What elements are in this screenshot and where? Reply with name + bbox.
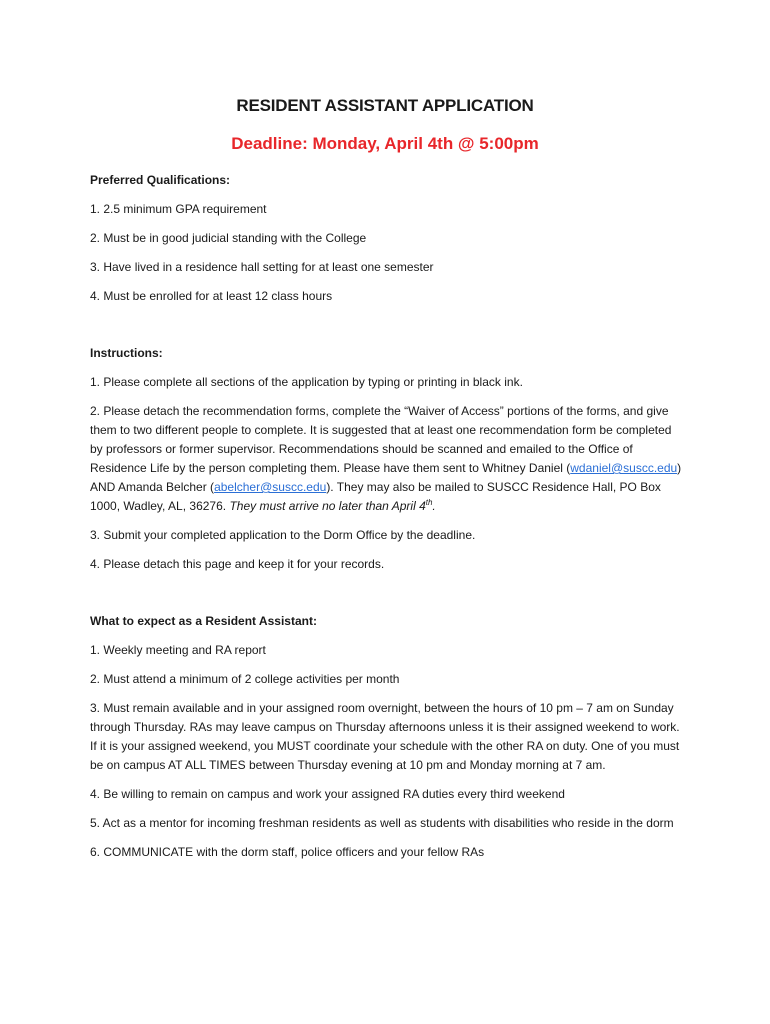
- document-title: RESIDENT ASSISTANT APPLICATION: [236, 96, 534, 115]
- expectation-item: 1. Weekly meeting and RA report: [90, 643, 266, 657]
- qualification-item: 2. Must be in good judicial standing with the College: [90, 231, 367, 245]
- section-spacer: [90, 316, 686, 344]
- qualifications-heading: Preferred Qualifications:: [90, 173, 231, 187]
- expectations-heading: What to expect as a Resident Assistant:: [90, 614, 317, 628]
- expectations-section: [90, 612, 686, 862]
- email-link-wdaniel[interactable]: wdaniel@suscc.edu: [570, 461, 678, 475]
- arrival-deadline-period: .: [432, 499, 436, 513]
- deadline-text: Deadline: Monday, April 4th @ 5:00pm: [231, 134, 539, 153]
- expectation-item: 5. Act as a mentor for incoming freshman residents as well as students with disabilities who reside in the dorm: [90, 816, 674, 830]
- instruction-text: ) AND Amanda Belcher (: [90, 461, 682, 494]
- instruction-item: 4. Please detach this page and keep it for your records.: [90, 557, 385, 571]
- qualifications-section: [90, 171, 686, 306]
- expectation-item: 3. Must remain available and in your assigned room overnight, between the hours of 10 pm – 7 am on Sunday through Thursday. RAs may leave campus on Thursday afternoons unless it is their assigned weekend to work. If it is your assigned weekend, you MUST coordinate your schedule with the other RA on duty. One of you must be on campus AT ALL TIMES between Thursday evening at 10 pm and Monday morning at 7 am.: [90, 701, 680, 772]
- email-link-abelcher[interactable]: abelcher@suscc.edu: [214, 480, 327, 494]
- expectation-item: 4. Be willing to remain on campus and work your assigned RA duties every third weekend: [90, 787, 565, 801]
- document-body: [90, 171, 686, 872]
- qualification-item: 4. Must be enrolled for at least 12 class hours: [90, 289, 333, 303]
- qualification-item: 3. Have lived in a residence hall setting for at least one semester: [90, 260, 434, 274]
- instruction-item-recommendations: [90, 402, 686, 516]
- instruction-item: 3. Submit your completed application to the Dorm Office by the deadline.: [90, 528, 476, 542]
- instruction-item: 1. Please complete all sections of the application by typing or printing in black ink.: [90, 375, 523, 389]
- expectation-item: 2. Must attend a minimum of 2 college activities per month: [90, 672, 400, 686]
- instruction-text: ). They may also be mailed to SUSCC Residence Hall, PO Box 1000, Wadley, AL, 36276.: [90, 480, 661, 513]
- expectation-item: 6. COMMUNICATE with the dorm staff, police officers and your fellow RAs: [90, 845, 485, 859]
- arrival-deadline-text: They must arrive no later than April 4: [229, 499, 426, 513]
- section-spacer: [90, 584, 686, 612]
- qualification-item: 1. 2.5 minimum GPA requirement: [90, 202, 267, 216]
- arrival-deadline-note: [229, 499, 435, 513]
- instructions-section: [90, 344, 686, 574]
- ordinal-suffix: th: [425, 498, 433, 507]
- instructions-heading: Instructions:: [90, 346, 163, 360]
- instruction-text: 2. Please detach the recommendation forms, complete the “Waiver of Access” portions of the forms, and give them to two different people to complete. It is suggested that at least one recommendation form be completed by professors or former supervisor. Recommendations should be scanned and emailed to the Office of Residence Life by the person completing them. Please have them sent to Whitney Daniel (: [90, 404, 672, 475]
